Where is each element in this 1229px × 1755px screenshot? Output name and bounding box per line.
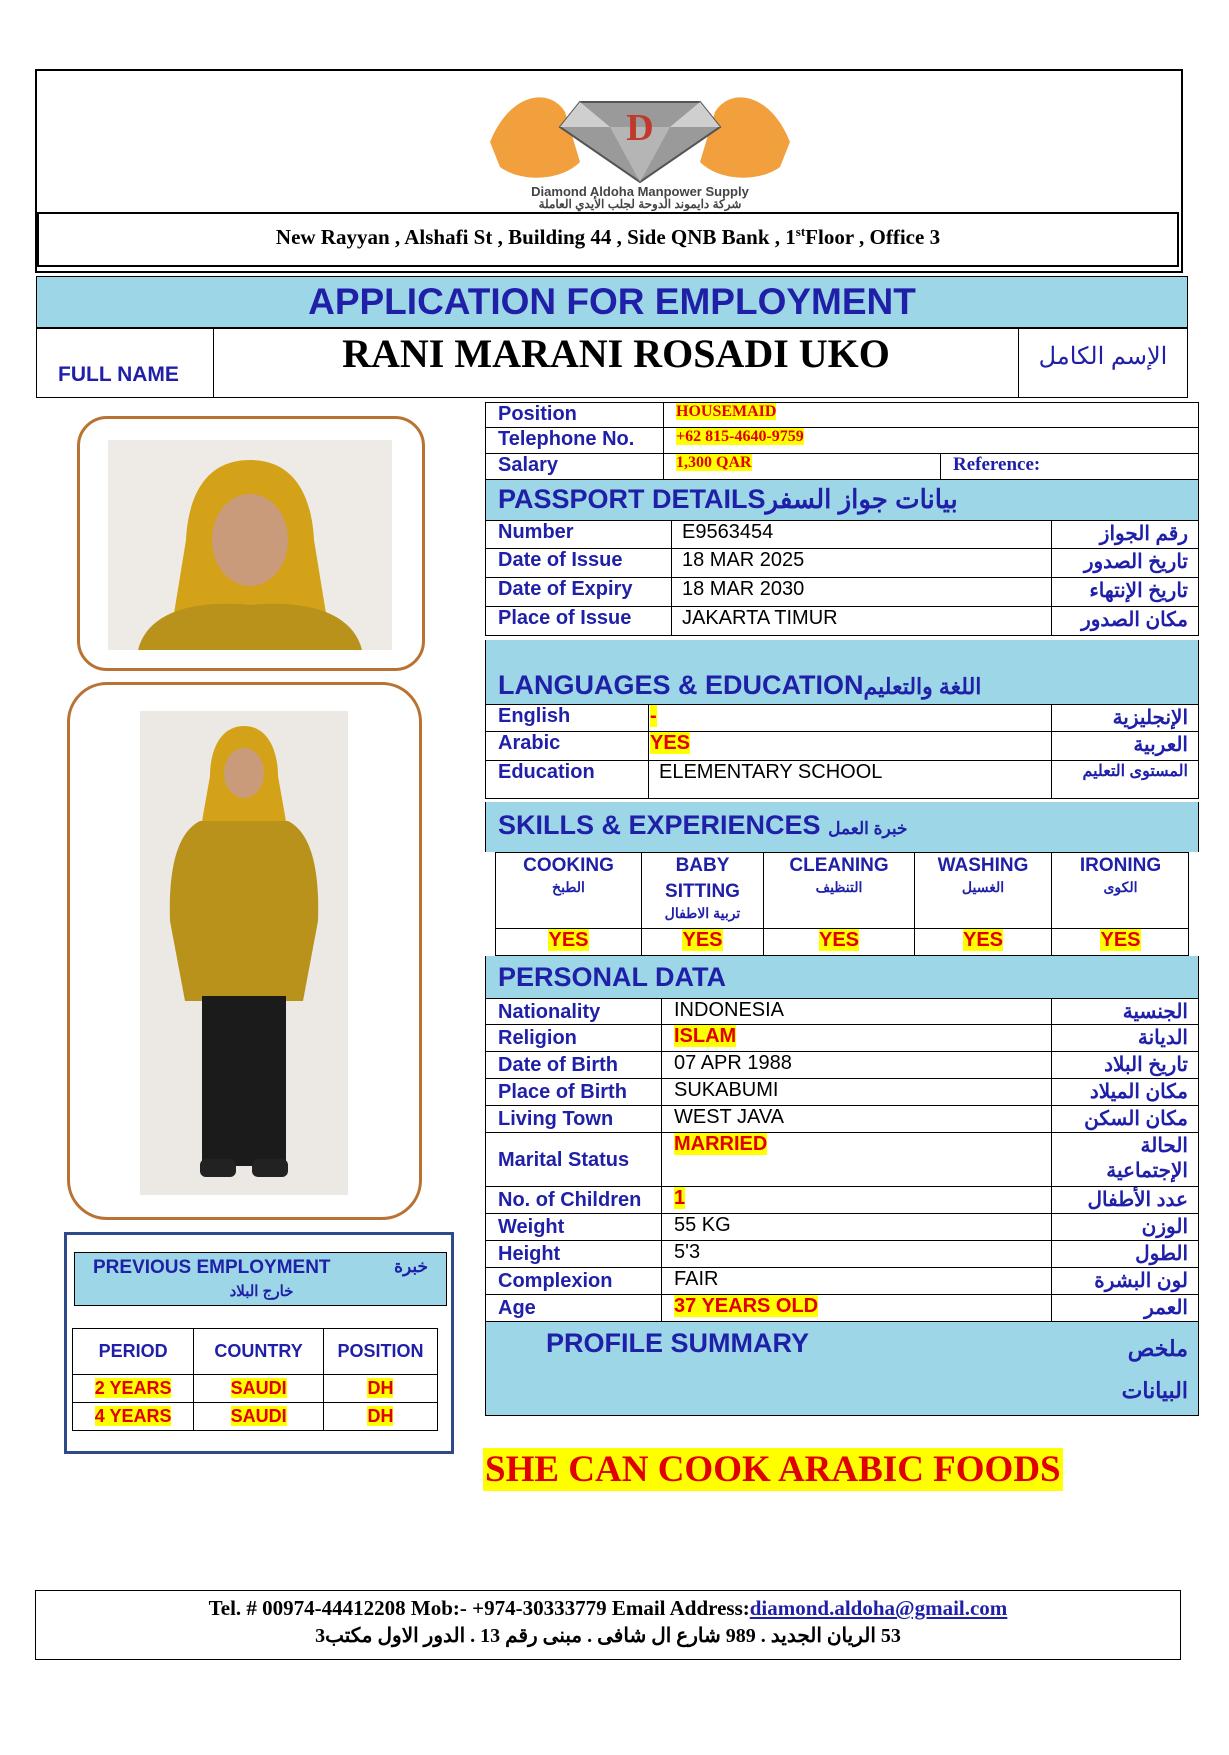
- skills-title-ar: خبرة العمل: [828, 819, 908, 838]
- place-of-issue-value: JAKARTA TIMUR: [672, 607, 1052, 635]
- personal-row: [485, 1079, 1199, 1106]
- previous-employment-title-ar2: خارج البلاد: [229, 1283, 294, 1300]
- period-value: 2 YEARS: [94, 1378, 172, 1398]
- table-row: [73, 1403, 438, 1431]
- skill-cleaning: CLEANING التنظيف: [764, 853, 915, 928]
- personal-section-header: [485, 956, 1199, 998]
- arabic-ar: العربية: [1133, 734, 1188, 756]
- position-value: HOUSEMAID: [676, 403, 777, 420]
- profile-title-ar2: البيانات: [1121, 1378, 1188, 1403]
- period-value: 4 YEARS: [94, 1406, 172, 1426]
- passport-section-header: [485, 480, 1199, 520]
- full-body-photo-frame: [67, 682, 422, 1220]
- position-value: DH: [367, 1378, 394, 1398]
- personal-label: Weight: [486, 1214, 662, 1240]
- personal-value: 55 KG: [674, 1214, 731, 1236]
- profile-title-ar: ملخص: [1127, 1336, 1188, 1361]
- personal-row: [485, 1214, 1199, 1241]
- personal-label: Living Town: [486, 1106, 662, 1132]
- personal-value: 1: [674, 1187, 686, 1209]
- skills-value-row: [495, 929, 1189, 956]
- skills-section-header: [485, 802, 1199, 852]
- date-of-issue-ar: تاريخ الصدور: [1083, 551, 1188, 573]
- personal-label: Place of Birth: [486, 1079, 662, 1105]
- reference-label: Reference:: [953, 454, 1041, 475]
- skill-cooking: COOKING الطبخ: [496, 853, 642, 928]
- language-row: [485, 704, 1199, 732]
- personal-label-ar: عدد الأطفال: [1087, 1189, 1188, 1211]
- personal-row: [485, 1133, 1199, 1187]
- place-of-issue-label: Place of Issue: [486, 607, 672, 635]
- personal-row: [485, 1025, 1199, 1052]
- date-of-issue-value: 18 MAR 2025: [672, 549, 1052, 577]
- profile-section-header: [485, 1322, 1199, 1416]
- personal-label-ar: مكان الميلاد: [1089, 1081, 1188, 1103]
- country-value: SAUDI: [230, 1378, 287, 1398]
- page-title: APPLICATION FOR EMPLOYMENT: [308, 281, 916, 322]
- personal-label: Date of Birth: [486, 1052, 662, 1078]
- personal-value: FAIR: [674, 1268, 719, 1290]
- languages-title: LANGUAGES & EDUCATION: [498, 670, 864, 700]
- salary-value: 1,300 QAR: [676, 454, 752, 471]
- personal-label: Age: [486, 1295, 662, 1321]
- personal-label: Religion: [486, 1025, 662, 1051]
- personal-row: [485, 1106, 1199, 1133]
- personal-value: 37 YEARS OLD: [674, 1295, 819, 1317]
- salary-label: Salary: [486, 454, 664, 479]
- personal-label-ar: مكان السكن: [1084, 1108, 1188, 1130]
- country-value: SAUDI: [230, 1406, 287, 1426]
- personal-label-ar2: الإجتماعية: [1106, 1160, 1188, 1182]
- personal-row: [485, 1241, 1199, 1268]
- personal-label-ar: تاريخ البلاد: [1104, 1054, 1188, 1076]
- personal-row: [485, 1268, 1199, 1295]
- portrait-photo-frame: [77, 416, 425, 671]
- skills-header-row: [495, 852, 1189, 929]
- footer-address-ar: 53 الريان الجديد . 989 شارع ال شافى . مبنى رقم 13 . الدور الاول مكتب3: [315, 1625, 901, 1647]
- education-ar: المستوى التعليم: [1082, 763, 1188, 780]
- passport-row: [485, 549, 1199, 578]
- language-row: [485, 761, 1199, 799]
- place-of-issue-ar: مكان الصدور: [1081, 609, 1188, 631]
- personal-value: 07 APR 1988: [674, 1052, 792, 1074]
- skill-baby-sitting: BABY SITTING تربية الاطفال: [642, 853, 764, 928]
- personal-label: No. of Children: [486, 1187, 662, 1213]
- personal-label: Marital Status: [486, 1133, 662, 1186]
- personal-label-ar: الديانة: [1137, 1027, 1188, 1049]
- personal-row: [485, 998, 1199, 1025]
- passport-number-value: E9563454: [672, 521, 1052, 548]
- washing-value: YES: [962, 929, 1004, 951]
- skills-title: SKILLS & EXPERIENCES: [498, 810, 821, 840]
- telephone-label: Telephone No.: [486, 428, 664, 453]
- cooking-value: YES: [548, 929, 589, 951]
- language-row: [485, 732, 1199, 761]
- footer-contact-text: Tel. # 00974-44412208 Mob:- +974-30333779 Email Address:: [208, 1596, 750, 1620]
- date-of-expiry-ar: تاريخ الإنتهاء: [1089, 580, 1188, 602]
- profile-title: PROFILE SUMMARY: [546, 1328, 809, 1358]
- company-name-en: Diamond Aldoha Manpower Supply: [531, 184, 749, 199]
- position-row: [485, 402, 1199, 428]
- personal-label-ar: الوزن: [1141, 1216, 1188, 1238]
- telephone-row: [485, 428, 1199, 454]
- personal-title: PERSONAL DATA: [498, 962, 727, 992]
- personal-label-ar: الطول: [1135, 1243, 1188, 1265]
- personal-label-ar: الحالة: [1140, 1135, 1188, 1157]
- arabic-value: YES: [650, 732, 691, 754]
- full-name-value: RANI MARANI ROSADI UKO: [342, 331, 890, 376]
- position-label: Position: [486, 403, 664, 427]
- personal-value: WEST JAVA: [674, 1106, 785, 1128]
- passport-number-label: Number: [486, 521, 672, 548]
- english-label: English: [486, 705, 649, 731]
- country-header: COUNTRY: [194, 1329, 324, 1375]
- personal-label-ar: العمر: [1144, 1297, 1188, 1319]
- email-link[interactable]: diamond.aldoha@gmail.com: [749, 1596, 1008, 1620]
- education-value: ELEMENTARY SCHOOL: [649, 761, 1052, 798]
- previous-employment-table: [72, 1328, 438, 1431]
- personal-label: Complexion: [486, 1268, 662, 1294]
- personal-label-ar: لون البشرة: [1094, 1270, 1188, 1292]
- arabic-label: Arabic: [486, 732, 649, 760]
- footer-contact: [35, 1596, 1181, 1621]
- passport-row: [485, 578, 1199, 607]
- personal-value: INDONESIA: [674, 999, 785, 1021]
- passport-row: [485, 607, 1199, 636]
- ironing-value: YES: [1100, 929, 1141, 951]
- date-of-expiry-value: 18 MAR 2030: [672, 578, 1052, 606]
- passport-number-ar: رقم الجواز: [1099, 523, 1188, 545]
- personal-value: MARRIED: [674, 1133, 768, 1155]
- personal-row: [485, 1187, 1199, 1214]
- position-header: POSITION: [323, 1329, 437, 1375]
- date-of-issue-label: Date of Issue: [486, 549, 672, 577]
- full-name-label-ar: الإسم الكامل: [1038, 343, 1168, 370]
- previous-employment-title: PREVIOUS EMPLOYMENT: [93, 1257, 331, 1278]
- salary-row: [485, 454, 1199, 480]
- company-address: New Rayyan , Alshafi St , Building 44 , Side QNB Bank , 1stFloor , Office 3: [275, 224, 941, 249]
- cleaning-value: YES: [818, 929, 860, 951]
- passport-row: [485, 520, 1199, 549]
- table-row: [73, 1375, 438, 1403]
- baby-sitting-value: YES: [682, 929, 723, 951]
- skill-ironing: IRONING الكوى: [1079, 855, 1162, 895]
- previous-employment-header-row: [73, 1329, 438, 1375]
- full-body-photo: [140, 711, 348, 1195]
- skill-washing: WASHING الغسيل: [915, 853, 1052, 928]
- portrait-photo: [108, 440, 392, 650]
- profile-summary-text: SHE CAN COOK ARABIC FOODS: [485, 1449, 1061, 1490]
- personal-label: Height: [486, 1241, 662, 1267]
- telephone-value: +62 815-4640-9759: [676, 428, 804, 445]
- full-name-label: FULL NAME: [58, 363, 179, 386]
- previous-employment-header: [74, 1252, 447, 1306]
- personal-row: [485, 1052, 1199, 1079]
- education-label: Education: [486, 761, 649, 798]
- personal-label: Nationality: [486, 999, 662, 1024]
- languages-section-header: [485, 640, 1199, 704]
- personal-label-ar: الجنسية: [1122, 1001, 1188, 1023]
- svg-text:D: D: [626, 107, 654, 149]
- position-value: DH: [367, 1406, 394, 1426]
- company-name-ar: شركة دايموند الدوحة لجلب الأيدي العاملة: [538, 197, 742, 211]
- languages-title-ar: اللغة والتعليم: [863, 674, 982, 699]
- previous-employment-title-ar1: خبرة: [394, 1257, 428, 1276]
- passport-title-ar: بيانات جواز السفر: [765, 484, 958, 514]
- date-of-expiry-label: Date of Expiry: [486, 578, 672, 606]
- english-ar: الإنجليزية: [1112, 707, 1188, 729]
- passport-title: PASSPORT DETAILS: [498, 484, 766, 514]
- personal-value: SUKABUMI: [674, 1079, 779, 1101]
- personal-row: [485, 1295, 1199, 1322]
- english-value: -: [650, 705, 657, 727]
- personal-value: 5'3: [674, 1241, 701, 1263]
- period-header: PERIOD: [73, 1329, 194, 1375]
- personal-value: ISLAM: [674, 1025, 737, 1047]
